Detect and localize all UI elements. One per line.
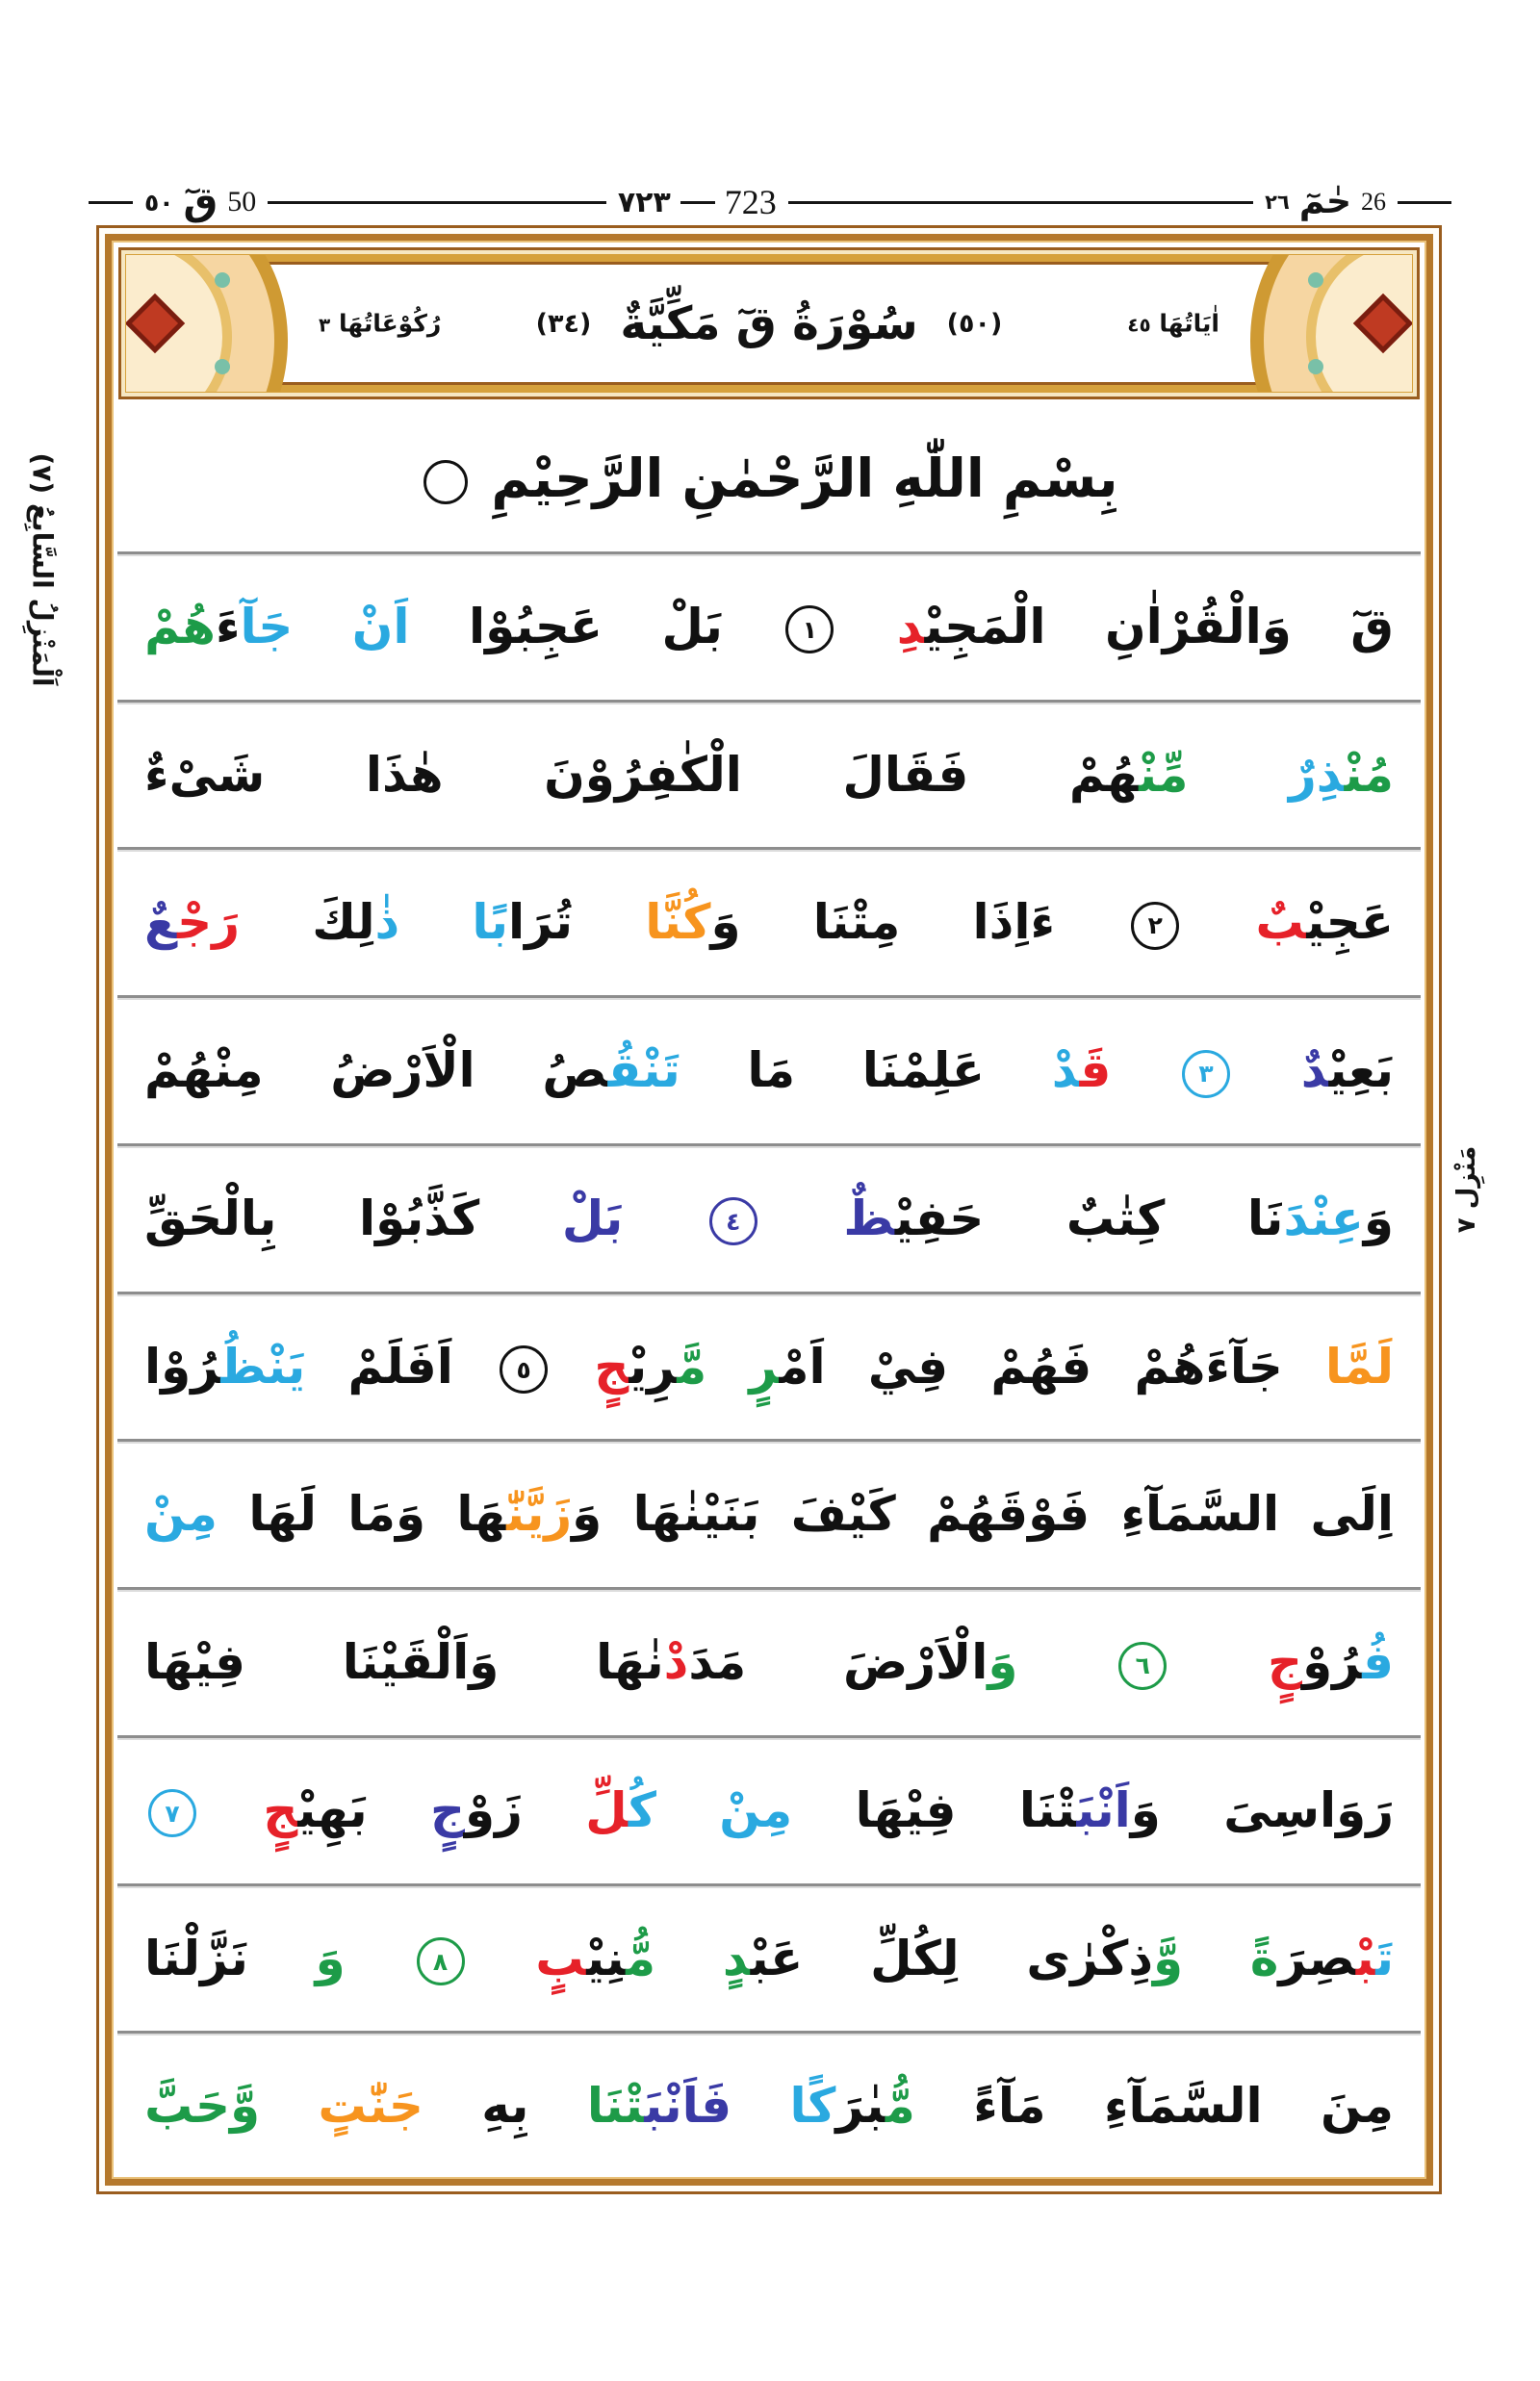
word	[263, 1780, 367, 1841]
text-segment: فِيْهَا	[144, 1634, 245, 1691]
word	[144, 745, 265, 806]
text-segment: تُرَا	[507, 894, 574, 951]
word	[749, 1337, 825, 1397]
word	[1250, 1929, 1394, 1989]
text-segment: بَلْ	[561, 1190, 624, 1246]
word	[144, 1632, 245, 1693]
page-frame-inner	[105, 234, 1433, 2186]
text-segment: دٌ	[1300, 1042, 1329, 1099]
text-segment: ذِرٌ	[1288, 746, 1345, 803]
text-segment: رَوَاسِىَ	[1223, 1781, 1394, 1838]
text-segment: فَهُمْ	[990, 1338, 1092, 1395]
word	[1115, 1632, 1170, 1693]
word	[856, 1780, 957, 1841]
word	[1104, 2076, 1263, 2137]
word	[1325, 1337, 1394, 1397]
text-segment: عٌ	[144, 894, 178, 951]
word	[420, 446, 472, 512]
word	[1134, 1337, 1282, 1397]
text-segment: تَ	[1375, 1930, 1394, 1986]
word	[430, 1780, 523, 1841]
word	[496, 1337, 552, 1397]
text-segment: الْمَجِيْ	[924, 598, 1046, 654]
word	[491, 446, 1117, 512]
word	[456, 1484, 602, 1545]
text-segment: وَمَا	[347, 1486, 426, 1543]
text-segment: فَوْقَهُمْ	[927, 1486, 1091, 1543]
text-segment: لِّ	[585, 1781, 629, 1838]
text-segment: بْ	[1355, 1930, 1376, 1986]
text-segment: بِسْمِ اللّٰهِ الرَّحْمٰنِ الرَّحِيْمِ	[491, 448, 1118, 509]
text-segment: تْنَا	[586, 2078, 645, 2135]
word	[144, 1484, 218, 1545]
text-segment: نَا	[1246, 1190, 1284, 1246]
page-number-arabic: ٧٢٣	[617, 185, 671, 219]
word	[596, 1632, 746, 1693]
text-segment: دْ	[1051, 1042, 1080, 1099]
quran-line	[117, 700, 1421, 848]
text-segment: صُ	[542, 1042, 608, 1099]
surah-index-number: (٥٠)	[946, 308, 1003, 339]
surah-title-group	[536, 297, 1003, 350]
ornament-flower	[215, 272, 230, 288]
word	[862, 1040, 985, 1101]
text-segment: بِالْحَقِّ	[144, 1190, 277, 1246]
word	[535, 1929, 655, 1989]
quran-lines	[112, 406, 1426, 2179]
text-segment: مِنْهُمْ	[144, 1042, 264, 1099]
quran-line	[117, 1439, 1421, 1587]
text-segment: جَآ	[240, 598, 294, 654]
text-segment: اَنْبَ	[1076, 1781, 1131, 1838]
text-segment: مُّ	[885, 2078, 915, 2135]
text-segment: ذِكْرٰى	[1026, 1930, 1154, 1986]
ornament-left	[126, 255, 295, 392]
text-segment: جٍ	[1268, 1634, 1303, 1691]
word	[359, 1189, 479, 1249]
text-segment: زَيَّنّٰ	[506, 1486, 573, 1543]
text-segment: كًا	[789, 2078, 836, 2135]
text-segment: مِنَ	[1321, 2078, 1394, 2135]
word	[1066, 1189, 1165, 1249]
page-header-ruler	[89, 179, 1451, 225]
word	[1121, 1484, 1280, 1545]
word	[662, 597, 723, 657]
word	[870, 1929, 959, 1989]
text-segment: كِتٰبٌ	[1065, 1190, 1166, 1246]
word	[144, 1337, 305, 1397]
ayat-count-number: ٤٥	[1127, 313, 1151, 337]
text-segment: هَا	[456, 1486, 507, 1543]
text-segment: بٍ	[535, 1930, 587, 1986]
word	[1289, 745, 1394, 806]
text-segment: مِّنْ	[1139, 746, 1189, 803]
manzil-note-left: اَلْمَنْزِلُ السَّابِعُ (٧)	[26, 452, 59, 687]
text-segment: ةً	[1249, 1930, 1279, 1986]
text-segment: نَزَّلْنَا	[144, 1930, 248, 1986]
text-segment: صِرَ	[1278, 1930, 1356, 1986]
word	[594, 1337, 706, 1397]
text-segment: اَمْ	[779, 1338, 826, 1395]
ayat-count	[1127, 310, 1219, 338]
revelation-order-number: (٣٤)	[535, 308, 592, 339]
text-segment: بَنَيْنٰهَا	[632, 1486, 760, 1543]
word	[316, 1929, 346, 1989]
verse-marker	[424, 460, 468, 504]
word	[144, 892, 240, 953]
text-segment: بَلْ	[661, 598, 723, 654]
word	[144, 597, 293, 657]
word	[347, 1337, 453, 1397]
text-segment: مَا	[747, 1042, 796, 1099]
bismillah-line	[117, 406, 1421, 551]
ornament-flower	[215, 359, 230, 374]
ornament-flower	[1308, 272, 1323, 288]
text-segment: وَ	[988, 1634, 1018, 1691]
text-segment: جَنّٰتٍ	[318, 2078, 424, 2135]
word	[1255, 892, 1394, 953]
word	[897, 597, 1046, 657]
word	[1321, 2076, 1394, 2137]
word	[1026, 1929, 1183, 1989]
word	[1301, 1040, 1394, 1101]
word	[927, 1484, 1090, 1545]
word	[472, 892, 573, 953]
quran-line	[117, 551, 1421, 700]
quran-line	[117, 1143, 1421, 1292]
text-segment: لَمَّا	[1324, 1338, 1394, 1395]
word	[144, 1040, 264, 1101]
word	[843, 1189, 984, 1249]
quran-line	[117, 847, 1421, 995]
quran-line	[117, 1735, 1421, 1883]
juz-number-latin: 26	[1361, 188, 1386, 216]
quran-line	[117, 2031, 1421, 2179]
word	[562, 1189, 623, 1249]
text-segment: لِكَ	[312, 894, 375, 951]
word	[352, 597, 410, 657]
text-segment: كَذَّبُوْا	[359, 1190, 480, 1246]
text-segment: وَّ	[1153, 1930, 1184, 1986]
word	[585, 1780, 656, 1841]
verse-marker: ٨	[417, 1937, 465, 1985]
word	[1127, 892, 1183, 953]
text-segment: عَلِمْنَا	[861, 1042, 986, 1099]
text-segment: قَ	[1079, 1042, 1112, 1099]
quran-line	[117, 1587, 1421, 1735]
word	[843, 1632, 1018, 1693]
word	[469, 597, 603, 657]
word	[347, 1484, 425, 1545]
text-segment: هٰذَا	[365, 746, 444, 803]
ruler-line	[89, 201, 133, 204]
text-segment: كُ	[628, 1781, 656, 1838]
juz-cluster	[1253, 182, 1398, 221]
word	[319, 2076, 424, 2137]
text-segment: رُوْ	[1302, 1634, 1363, 1691]
text-segment: فِيْهَا	[855, 1781, 957, 1838]
surah-title: سُوْرَةُ قٓ مَكِّيَّةٌ	[620, 296, 918, 350]
text-segment: الْاَرْضُ	[330, 1042, 475, 1099]
text-segment: بٰرَ	[835, 2078, 886, 2135]
word	[542, 1040, 680, 1101]
page-number-cluster	[606, 182, 788, 222]
juz-number-arabic: ٢٦	[1265, 191, 1290, 214]
word	[1311, 1484, 1395, 1545]
text-segment: تْنَا	[1018, 1781, 1077, 1838]
text-segment: دِ	[896, 598, 925, 654]
word	[343, 1632, 500, 1693]
text-segment: هُمْ	[144, 598, 216, 654]
text-segment: بًا	[472, 894, 508, 951]
word	[1105, 597, 1292, 657]
text-segment: وَ	[1130, 1781, 1161, 1838]
text-segment: عَبْ	[750, 1930, 804, 1986]
ruler-line	[268, 201, 606, 204]
text-segment: عِنْدَ	[1283, 1190, 1364, 1246]
surah-title-band	[118, 247, 1420, 399]
text-segment: كَيْفَ	[790, 1486, 896, 1543]
ruler-line	[1398, 201, 1451, 204]
word	[1223, 1780, 1394, 1841]
word	[413, 1929, 469, 1989]
manzil-note-right: مَنْزِل ٧	[1452, 1145, 1481, 1234]
text-segment: بَعِيْ	[1328, 1042, 1394, 1099]
word	[366, 745, 444, 806]
text-segment: الْكٰفِرُوْنَ	[544, 746, 742, 803]
ruler-dash	[680, 201, 715, 204]
ruku-count	[319, 310, 441, 338]
text-segment: تَنْقُ	[607, 1042, 680, 1099]
text-segment: مَّ	[677, 1338, 707, 1395]
text-segment: ءَاِذَا	[972, 894, 1056, 951]
text-segment: شَىْءٌ	[144, 746, 266, 803]
text-segment: فِيْ	[867, 1338, 949, 1395]
word	[633, 1484, 760, 1545]
text-segment: مُنْ	[1344, 746, 1394, 803]
text-segment: وَ	[1363, 1190, 1394, 1246]
text-segment: دٍ	[722, 1930, 751, 1986]
text-segment: فُ	[1362, 1634, 1394, 1691]
verse-marker: ٣	[1182, 1050, 1230, 1098]
word	[990, 1337, 1091, 1397]
verse-marker: ١	[785, 605, 834, 653]
verse-marker: ٧	[148, 1789, 196, 1837]
word	[1268, 1632, 1394, 1693]
text-segment: نٰهَا	[596, 1634, 664, 1691]
word	[312, 892, 399, 953]
text-segment: وَ	[572, 1486, 603, 1543]
text-segment: مِتْنَا	[812, 894, 901, 951]
text-segment: مَدَ	[688, 1634, 747, 1691]
word	[144, 1929, 248, 1989]
text-segment: ظٌ	[843, 1190, 895, 1246]
text-segment: دْ	[663, 1634, 689, 1691]
text-segment: ذٰ	[374, 894, 400, 951]
juz-name-hameem: حٰمٓ	[1298, 182, 1351, 221]
ruler-line	[788, 201, 1253, 204]
text-segment: لِكُلِّ	[870, 1930, 960, 1986]
text-segment: السَّمَآءِ	[1120, 1486, 1280, 1543]
word	[645, 892, 740, 953]
text-segment: فَاَنْبَ	[644, 2078, 732, 2135]
ruku-count-label: رُكُوْعَاتُهَا	[338, 309, 442, 338]
word	[790, 2076, 915, 2137]
text-segment: مِنْ	[719, 1781, 793, 1838]
ornament-flower	[1308, 359, 1323, 374]
text-segment: رٍ	[749, 1338, 780, 1395]
text-segment: جٍ	[594, 1338, 629, 1395]
text-segment: يَنْظُ	[220, 1338, 306, 1395]
text-segment: رِيْ	[629, 1338, 678, 1395]
text-segment: رُوْا	[144, 1338, 221, 1395]
text-segment: مَآءً	[973, 2078, 1046, 2135]
word	[973, 892, 1056, 953]
text-segment: اِلَى	[1310, 1486, 1394, 1543]
word	[144, 2076, 260, 2137]
quran-line	[117, 1292, 1421, 1440]
word	[330, 1040, 475, 1101]
text-segment: فَقَالَ	[842, 746, 969, 803]
text-segment: بٌ	[1255, 894, 1307, 951]
word	[973, 2076, 1045, 2137]
quran-line	[117, 995, 1421, 1143]
text-segment: عَجِيْ	[1306, 894, 1394, 951]
surah-number-cluster	[133, 180, 268, 224]
surah-name-qaf: قٓ	[183, 180, 218, 224]
verse-marker: ٦	[1118, 1642, 1167, 1690]
word	[544, 745, 742, 806]
surah-number-arabic: ٥٠	[144, 188, 174, 217]
word	[782, 597, 837, 657]
word	[723, 1929, 803, 1989]
text-segment: مُّ	[626, 1930, 656, 1986]
verse-marker: ٥	[500, 1345, 548, 1394]
text-segment: جٍ	[263, 1781, 298, 1838]
surah-number-latin: 50	[227, 186, 257, 218]
word	[719, 1780, 792, 1841]
text-segment: بِهِ	[481, 2078, 529, 2135]
word	[1052, 1040, 1112, 1101]
text-segment: مِنْ	[144, 1486, 218, 1543]
word	[791, 1484, 896, 1545]
word	[706, 1189, 761, 1249]
text-segment: زَوْ	[465, 1781, 523, 1838]
text-segment: حَفِيْ	[894, 1190, 985, 1246]
word	[1350, 597, 1394, 657]
text-segment: لَهَا	[248, 1486, 317, 1543]
text-segment: وَّحَبَّ	[144, 2078, 261, 2135]
word	[868, 1337, 948, 1397]
text-segment: جٍ	[429, 1781, 465, 1838]
text-segment: بَهِيْ	[297, 1781, 368, 1838]
word	[144, 1780, 200, 1841]
text-segment: عَجِبُوْا	[469, 598, 603, 654]
word	[481, 2076, 528, 2137]
word	[587, 2076, 732, 2137]
text-segment: وَ	[315, 1930, 346, 1986]
page-frame	[96, 225, 1442, 2194]
verse-marker: ٤	[709, 1197, 757, 1245]
word	[248, 1484, 317, 1545]
word	[144, 1189, 276, 1249]
text-segment: رَجْ	[177, 894, 240, 951]
word	[1178, 1040, 1234, 1101]
text-segment: جَآءَهُمْ	[1134, 1338, 1283, 1395]
ayat-count-label: اٰيَاتُهَا	[1159, 309, 1219, 338]
verse-marker: ٢	[1131, 902, 1179, 950]
text-segment: نِيْ	[586, 1930, 627, 1986]
text-segment: الْاَرْضَ	[842, 1634, 988, 1691]
text-segment: اَفَلَمْ	[347, 1338, 453, 1395]
text-segment: وَاَلْقَيْنَا	[342, 1634, 500, 1691]
word	[842, 745, 968, 806]
word	[1069, 745, 1189, 806]
quran-line	[117, 1883, 1421, 2032]
text-segment: وَ	[710, 894, 741, 951]
page-number-latin: 723	[724, 183, 777, 221]
word	[1247, 1189, 1394, 1249]
word	[1019, 1780, 1161, 1841]
text-segment: السَّمَآءِ	[1103, 2078, 1263, 2135]
text-segment: هُمْ	[1068, 746, 1140, 803]
word	[813, 892, 901, 953]
word	[747, 1040, 795, 1101]
text-segment: وَالْقُرْاٰنِ	[1104, 598, 1292, 654]
ornament-right	[1244, 255, 1412, 392]
text-segment: قٓ	[1350, 598, 1394, 654]
text-segment: كُنَّا	[645, 894, 711, 951]
ruku-count-number: ٣	[319, 313, 331, 337]
text-segment: اَنْ	[351, 598, 410, 654]
text-segment: ءَ	[215, 598, 241, 654]
